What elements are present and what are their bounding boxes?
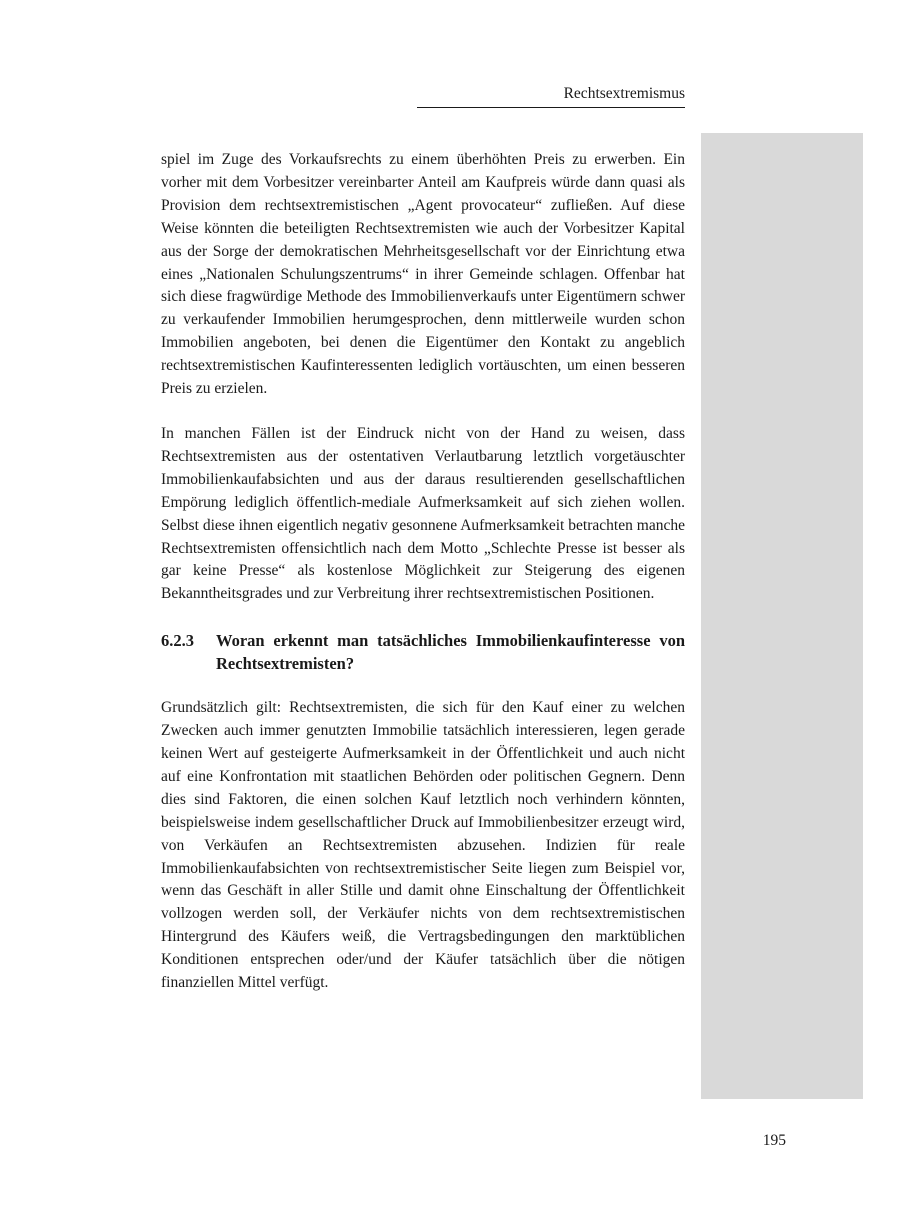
paragraph: Grundsätzlich gilt: Rechtsextremisten, die sich für den Kauf einer zu welchen Zwecken auch immer genutzten Immobilie tatsächlich interessieren, legen gerade keinen Wert auf gesteigerte Aufmerksamkeit in der Öffentlichkeit und auch nicht auf eine Konfrontation mit staatlichen Behörden oder politischen Gegnern. Denn dies sind Faktoren, die einen solchen Kauf letztlich noch verhindern könnten, beispielsweise indem gesellschaftlicher Druck auf Immobilienbesitzer erzeugt wird, von Verkäufen an Rechtsextremisten abzusehen. Indizien für reale Immobilienkaufabsichten von rechtsextremistischer Seite liegen zum Beispiel vor, wenn das Geschäft in aller Stille und damit ohne Einschaltung der Öffentlichkeit vollzogen werden soll, der Verkäufer nichts von dem rechtsextremistischen Hintergrund des Käufers weiß, die Vertragsbedingungen den marktüblichen Konditionen entsprechen oder/und der Käufer tatsächlich über die nötigen finanziellen Mittel verfügt. xyxy=(161,699,685,992)
section-title: Woran erkennt man tatsächliches Immobilienkaufinteresse von Rechtsextremisten? xyxy=(216,631,685,674)
section-heading xyxy=(161,629,685,675)
running-head-title: Rechtsextremismus xyxy=(417,84,685,108)
page-number: 195 xyxy=(762,1132,786,1149)
margin-bar xyxy=(701,133,863,1099)
section-number: 6.2.3 xyxy=(161,631,194,651)
paragraph: In manchen Fällen ist der Eindruck nicht von der Hand zu weisen, dass Rechtsextremisten aus der ostentativen Verlautbarung letztlich vorgetäuschter Immobilienkaufabsichten und aus der daraus resultierenden gesellschaftlichen Empörung lediglich öffentlich-mediale Aufmerksamkeit auf sich ziehen wollen. Selbst diese ihnen eigentlich negativ gesonnene Aufmerksamkeit betrachten manche Rechtsextremisten offensichtlich nach dem Motto „Schlechte Presse ist besser als gar keine Presse“ als kostenlose Möglichkeit zur Steigerung des eigenen Bekanntheitsgrades und zur Verbreitung ihrer rechtsextremistischen Positionen. xyxy=(161,424,685,603)
paragraph: spiel im Zuge des Vorkaufsrechts zu einem überhöhten Preis zu erwerben. Ein vorher mit dem Vorbesitzer vereinbarter Anteil am Kaufpreis würde dann quasi als Provision dem rechtsextremistischen „Agent provocateur“ zufließen. Auf diese Weise könnten die beteiligten Rechtsextremisten wie auch der Vorbesitzer Kapital aus der Sorge der demokratischen Mehrheitsgesellschaft vor der Einrichtung etwa eines „Nationalen Schulungszentrums“ in ihrer Gemeinde schlagen. Offenbar hat sich diese fragwürdige Methode des Immobilienverkaufs unter Eigentümern schwer zu verkaufender Immobilien herumgesprochen, denn mittlerweile wurden schon Immobilien angeboten, bei denen die Eigentümer den Kontakt zu angeblich rechtsextremistischen Kaufinteressenten lediglich vortäuschten, um einen besseren Preis zu erzielen. xyxy=(161,151,685,398)
body-text xyxy=(161,149,685,995)
